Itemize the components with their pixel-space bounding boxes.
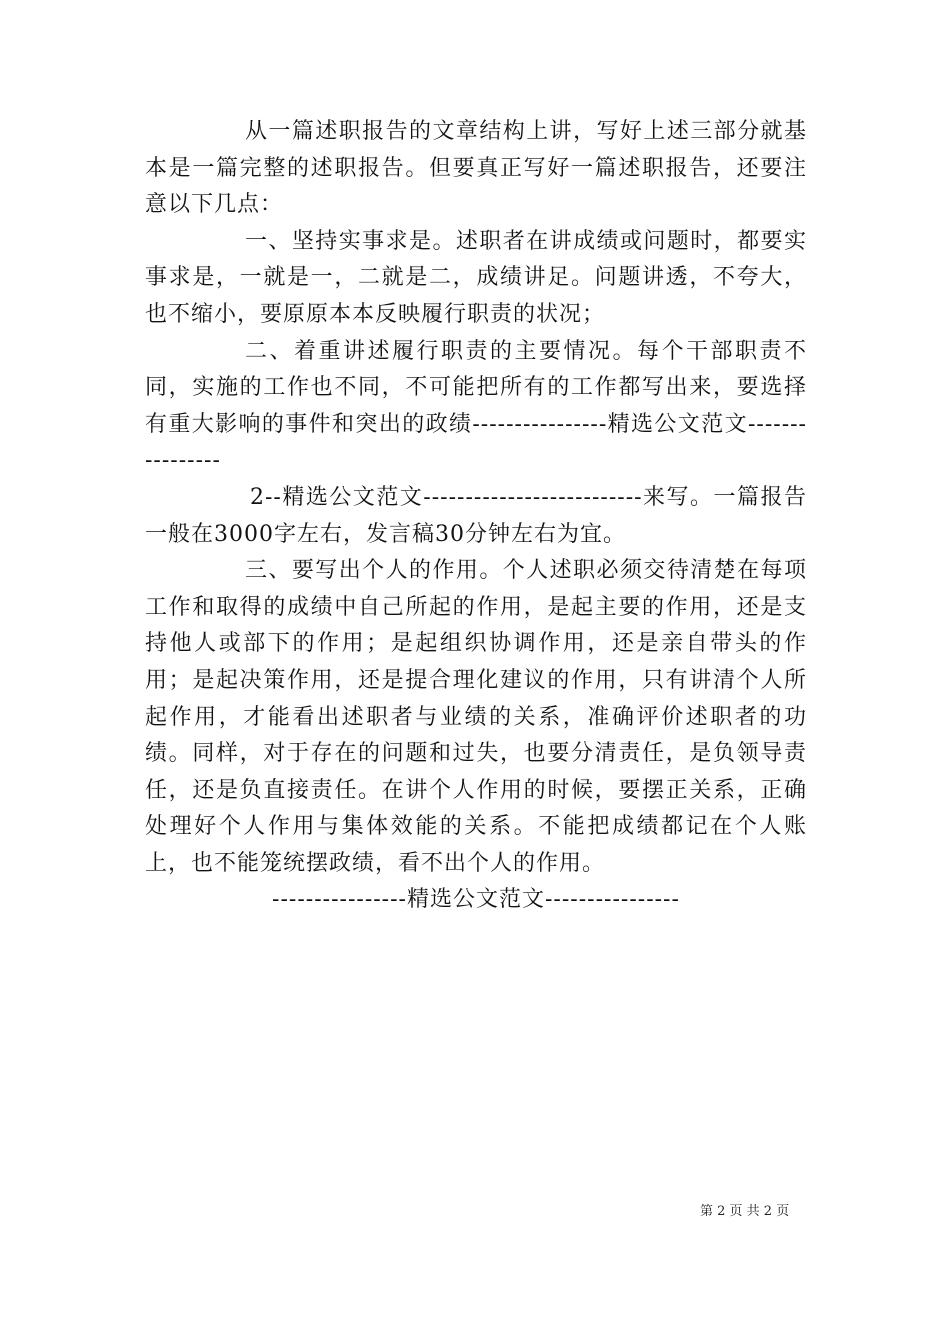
paragraph-point-one: 一、坚持实事求是。述职者在讲成绩或问题时，都要实事求是，一就是一，二就是二，成绩讲足。问题讲透，不夸大，也不缩小，要原原本本反映履行职责的状况；: [145, 228, 807, 327]
section-separator: ----------------精选公文范文----------------: [272, 887, 680, 913]
document-body: [145, 114, 807, 919]
paragraph-point-two: 二、着重讲述履行职责的主要情况。每个干部职责不同，实施的工作也不同，不可能把所有的工作都写出来，要选择有重大影响的事件和突出的政绩----------------精选公文范文----------------: [145, 338, 807, 474]
paragraph-point-three: 三、要写出个人的作用。个人述职必须交待清楚在每项工作和取得的成绩中自己所起的作用，是起主要的作用，还是支持他人或部下的作用；是起组织协调作用，还是亲自带头的作用；是起决策作用，还是提合理化建议的作用，只有讲清个人所起作用，才能看出述职者与业绩的关系，准确评价述职者的功绩。同样，对于存在的问题和过失，也要分清责任，是负领导责任，还是负直接责任。在讲个人作用的时候，要摆正关系，正确处理好个人作用与集体效能的关系。不能把成绩都记在个人账上，也不能笼统摆政绩，看不出个人的作用。: [145, 558, 807, 876]
page-footer: 第 2 页 共 2 页: [700, 1204, 790, 1219]
paragraph-continuation: 2--精选公文范文--------------------------来写。一篇报告一般在3000字左右，发言稿30分钟左右为宜。: [145, 484, 807, 547]
paragraph-intro: 从一篇述职报告的文章结构上讲，写好上述三部分就基本是一篇完整的述职报告。但要真正写好一篇述职报告，还要注意以下几点：: [145, 119, 807, 218]
